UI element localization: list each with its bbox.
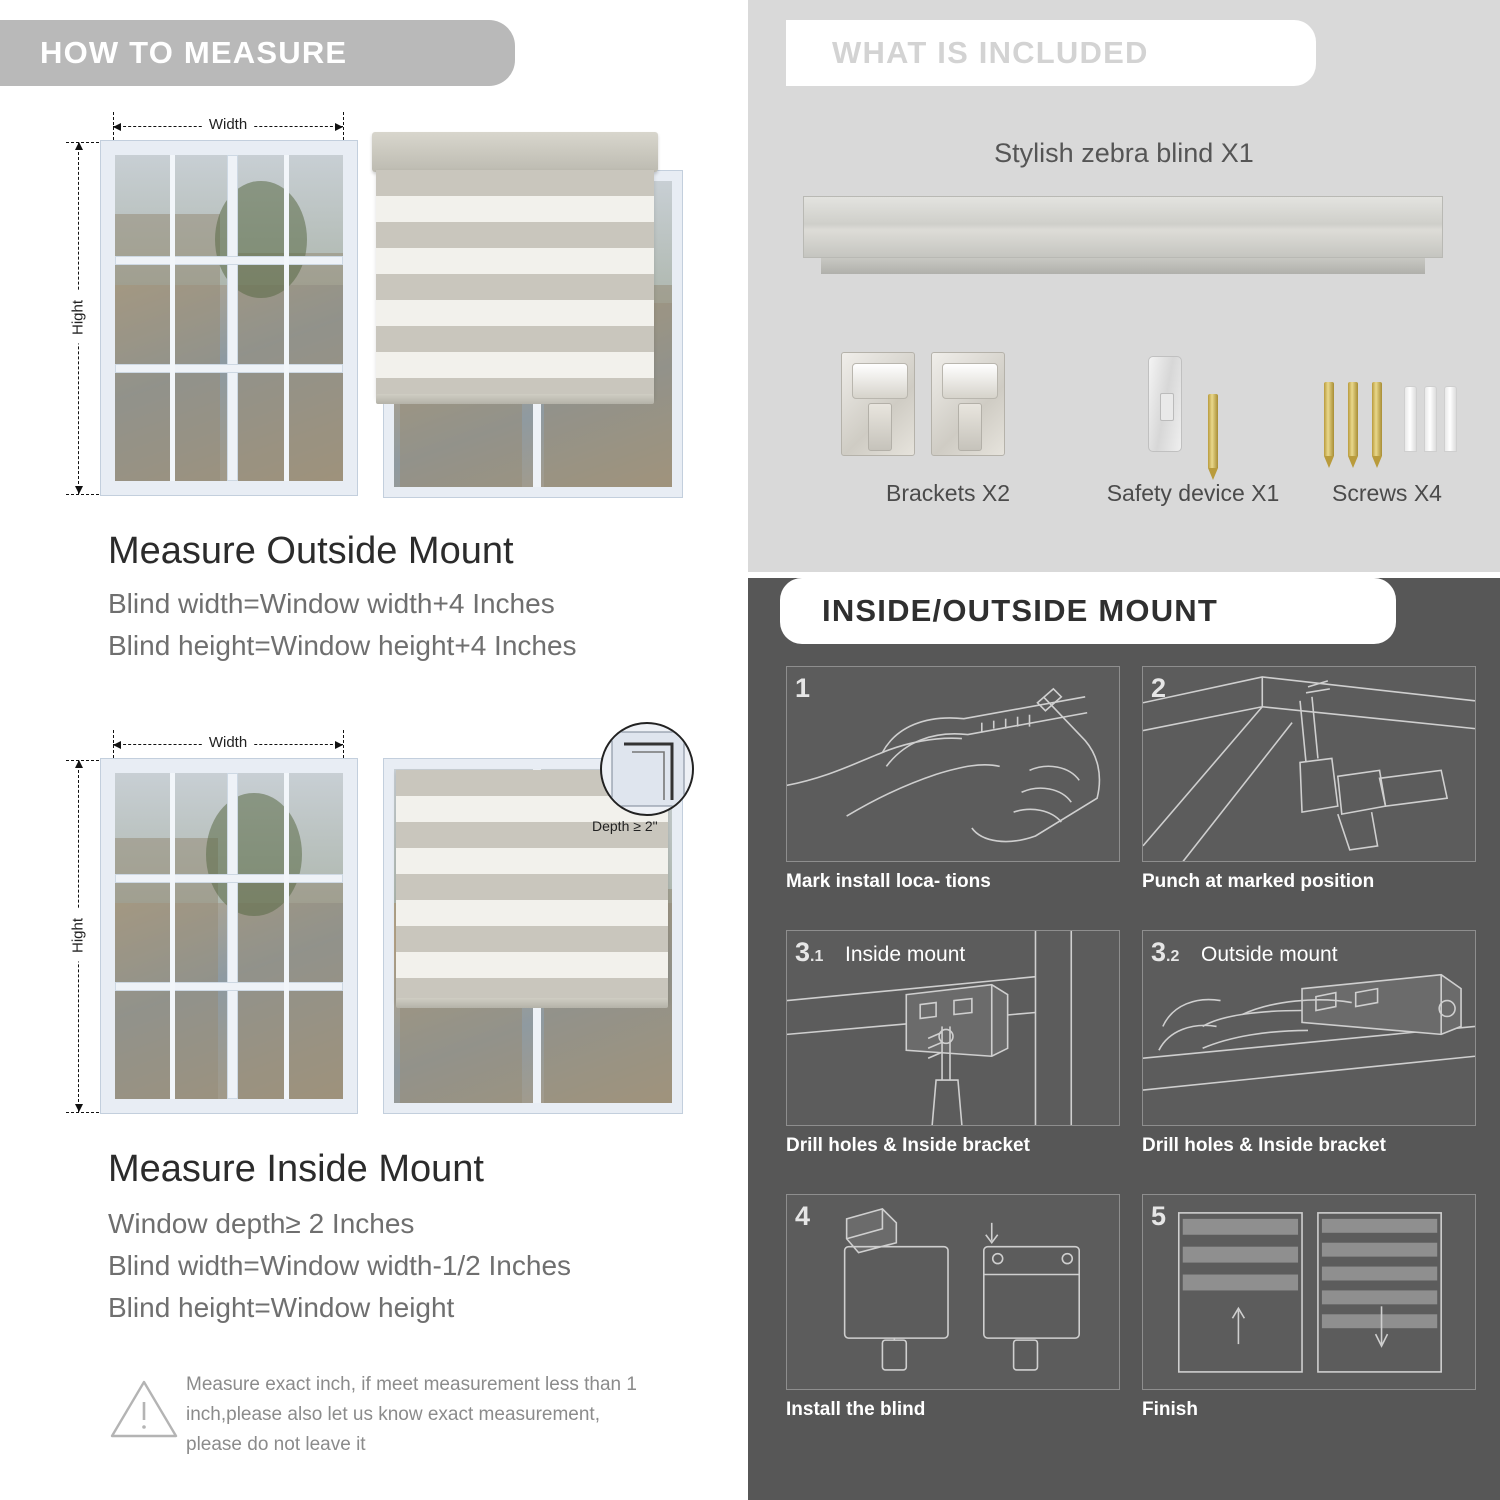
inside-width-label: Width bbox=[203, 734, 253, 751]
step-3-1-number: 3.1 bbox=[795, 937, 824, 967]
step-3-1 bbox=[786, 930, 1120, 1157]
window-view bbox=[115, 773, 343, 1099]
step-3-2-image bbox=[1142, 930, 1476, 1126]
step-1-caption: Mark install loca- tions bbox=[786, 871, 991, 892]
window-illustration-inside bbox=[100, 758, 358, 1114]
step-3-2-number: 3.2 bbox=[1151, 937, 1180, 967]
mullion-horizontal-2 bbox=[115, 364, 343, 373]
anchor-icon-3 bbox=[1444, 386, 1457, 452]
mullion-horizontal-1 bbox=[115, 874, 343, 883]
step-1-number: 1 bbox=[795, 673, 811, 703]
step-5 bbox=[1142, 1194, 1476, 1421]
how-to-measure-column bbox=[0, 0, 744, 1500]
inside-mount-line-1: Window depth≥ 2 Inches bbox=[108, 1208, 415, 1239]
zebra-blind-product-image bbox=[803, 196, 1443, 296]
what-is-included-panel bbox=[748, 0, 1500, 572]
part-safety-label: Safety device X1 bbox=[1106, 480, 1280, 506]
width-tick-right bbox=[343, 112, 345, 140]
depth-callout-sketch bbox=[602, 724, 692, 814]
what-is-included-title: WHAT IS INCLUDED bbox=[832, 35, 1149, 70]
step-5-image bbox=[1142, 1194, 1476, 1390]
building-left bbox=[115, 214, 220, 481]
step-1-sketch bbox=[787, 667, 1119, 862]
step-1-image bbox=[786, 666, 1120, 862]
step-2-sketch bbox=[1143, 667, 1475, 862]
inside-mount-block bbox=[0, 618, 744, 1498]
step-3-1-inline-label: Inside mount bbox=[845, 943, 966, 966]
anchor-icon-1 bbox=[1404, 386, 1417, 452]
mullion-vertical bbox=[227, 155, 238, 481]
inside-mount-line-2: Blind width=Window width-1/2 Inches bbox=[108, 1250, 572, 1281]
step-2-number: 2 bbox=[1151, 673, 1167, 703]
outside-mount-block bbox=[0, 0, 744, 680]
step-3-2-inline-label: Outside mount bbox=[1201, 943, 1338, 966]
step-4-sketch bbox=[787, 1195, 1119, 1390]
step-4-number: 4 bbox=[795, 1201, 811, 1231]
inside-outside-mount-header bbox=[780, 578, 1396, 644]
step-2-image bbox=[1142, 666, 1476, 862]
screw-icon-1 bbox=[1324, 382, 1334, 456]
step-4-caption: Install the blind bbox=[786, 1399, 926, 1420]
blind-fabric-outside bbox=[376, 170, 654, 398]
step-2-caption: Punch at marked position bbox=[1142, 871, 1375, 892]
safety-device-icon bbox=[1148, 356, 1182, 452]
product-title: Stylish zebra blind X1 bbox=[994, 138, 1254, 168]
part-brackets-label: Brackets X2 bbox=[886, 480, 1010, 506]
step-4 bbox=[786, 1194, 1120, 1421]
safety-screw-icon bbox=[1208, 394, 1218, 468]
inside-mount-title: Measure Inside Mount bbox=[108, 1148, 484, 1190]
warning-icon bbox=[108, 1376, 180, 1442]
blind-headrail-outside bbox=[372, 132, 658, 172]
step-2 bbox=[1142, 666, 1476, 893]
right-column bbox=[748, 0, 1500, 1500]
step-5-caption: Finish bbox=[1142, 1399, 1198, 1420]
step-3-1-caption: Drill holes & Inside bracket bbox=[786, 1135, 1030, 1156]
inside-outside-mount-panel bbox=[748, 578, 1500, 1500]
mullion-vertical bbox=[227, 773, 238, 1099]
bracket-right-icon bbox=[931, 352, 1005, 456]
grid-vertical-1 bbox=[170, 155, 175, 481]
screw-icon-2 bbox=[1348, 382, 1358, 456]
part-screws-label: Screws X4 bbox=[1332, 480, 1442, 506]
mullion-horizontal-1 bbox=[115, 256, 343, 265]
grid-vertical-2 bbox=[284, 773, 289, 1099]
measure-note-text: Measure exact inch, if meet measurement less than 1 inch,please also let us know exact measurement, please do not leave it bbox=[186, 1374, 637, 1455]
step-3-2 bbox=[1142, 930, 1476, 1157]
inside-height-label: Hight bbox=[66, 910, 91, 962]
blind-lip bbox=[821, 258, 1425, 274]
inside-outside-mount-title: INSIDE/OUTSIDE MOUNT bbox=[822, 593, 1219, 628]
what-is-included-header bbox=[786, 20, 1316, 86]
outside-mount-line-2: Blind height=Window height+4 Inches bbox=[108, 630, 577, 661]
anchor-icon-2 bbox=[1424, 386, 1437, 452]
grid-vertical-1 bbox=[170, 773, 175, 1099]
step-1 bbox=[786, 666, 1120, 893]
blind-body bbox=[803, 196, 1443, 258]
blind-bottomrail-inside bbox=[396, 998, 668, 1008]
mullion-horizontal-2 bbox=[115, 982, 343, 991]
step-3-2-caption: Drill holes & Inside bracket bbox=[1142, 1135, 1386, 1156]
step-3-1-image bbox=[786, 930, 1120, 1126]
part-screws bbox=[1268, 352, 1500, 522]
depth-callout-circle bbox=[600, 722, 694, 816]
step-5-number: 5 bbox=[1151, 1201, 1167, 1231]
depth-label: Depth ≥ 2" bbox=[592, 818, 658, 834]
how-to-measure-title: HOW TO MEASURE bbox=[40, 35, 348, 70]
step-4-image bbox=[786, 1194, 1120, 1390]
outside-mount-line-1: Blind width=Window width+4 Inches bbox=[108, 588, 555, 619]
window-illustration-outside bbox=[100, 140, 358, 496]
outside-height-label: Hight bbox=[66, 292, 91, 344]
width-tick-left bbox=[113, 730, 115, 758]
screw-icon-3 bbox=[1372, 382, 1382, 456]
inside-mount-line-3: Blind height=Window height bbox=[108, 1292, 455, 1323]
outside-mount-title: Measure Outside Mount bbox=[108, 530, 514, 572]
step-5-sketch bbox=[1143, 1195, 1475, 1390]
measure-note bbox=[108, 1370, 668, 1480]
bracket-left-icon bbox=[841, 352, 915, 456]
grid-vertical-2 bbox=[284, 155, 289, 481]
window-view bbox=[115, 155, 343, 481]
blind-bottomrail-outside bbox=[376, 394, 654, 404]
width-tick-right bbox=[343, 730, 345, 758]
outside-width-label: Width bbox=[203, 116, 253, 133]
width-tick-left bbox=[113, 112, 115, 140]
